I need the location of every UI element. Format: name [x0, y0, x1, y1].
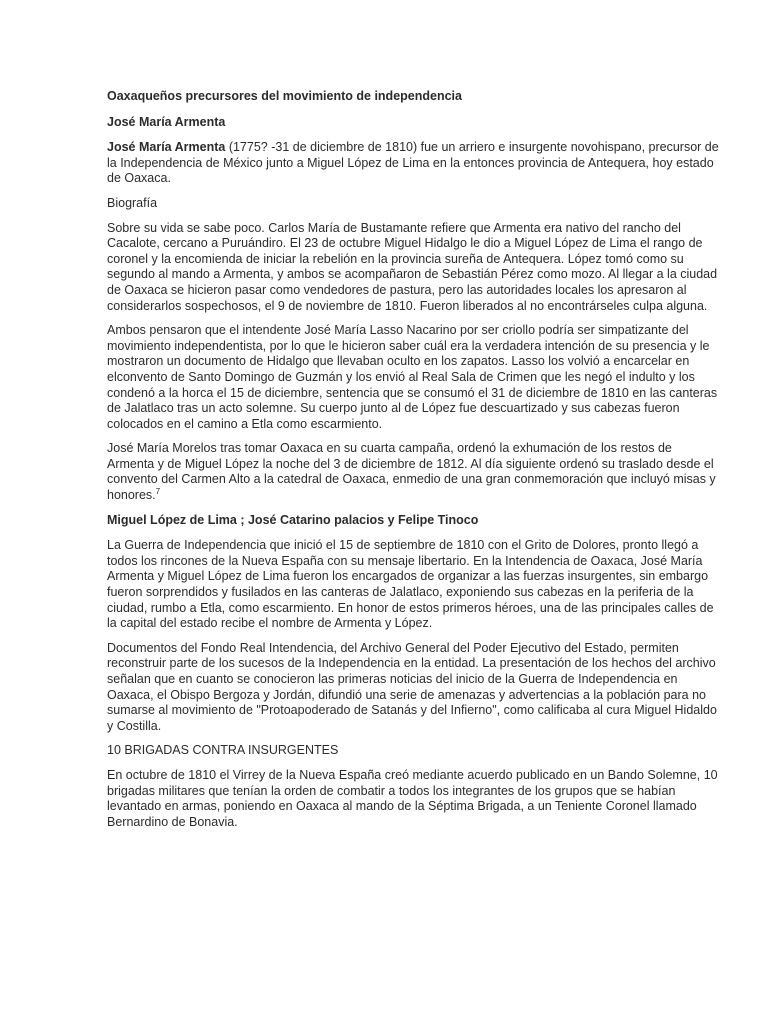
document-page — [107, 89, 721, 839]
section-heading-lopez: Miguel López de Lima ; José Catarino palacios y Felipe Tinoco — [107, 512, 479, 527]
section2-paragraph-2: Documentos del Fondo Real Intendencia, del Archivo General del Poder Ejecutivo del Estado, permiten reconstruir parte de los sucesos de la Independencia en la entidad. La presentación de los hechos del archivo señalan que en cuanto se conocieron las primeras noticias del inicio de la Guerra de Independencia en Oaxaca, el Obispo Bergoza y Jordán, difundió una serie de amenazas y advertencias a la población para no sumarse al movimiento de "Protoapoderado de Satanás y del Infierno", como calificaba al cura Miguel Hidaldo y Costilla. — [107, 640, 717, 733]
bio-paragraph-2: Ambos pensaron que el intendente José María Lasso Nacarino por ser criollo podría ser simpatizante del movimiento independentista, por lo que le hicieron saber cuál era la verdadera intención de su presencia y le mostraron un documento de Hidalgo que llevaban oculto en los zapatos. Lasso los volvió a encarcelar en elconvento de Santo Domingo de Guzmán y los envió al Real Sala de Crimen que les negó el indulto y los condenó a la horca el 15 de diciembre, sentencia que se consumó el 31 de diciembre de 1810 en las canteras de Jalatlaco tras un acto solemne. Su cuerpo junto al de López fue descuartizado y sus cabezas fueron colocados en el camino a Etla como escarmiento. — [107, 323, 718, 431]
section3-paragraph-1: En octubre de 1810 el Virrey de la Nueva España creó mediante acuerdo publicado en un Bando Solemne, 10 brigadas militares que tenían la orden de combatir a todos los integrantes de los grupos que se habían levantado en armas, poniendo en Oaxaca al mando de la Séptima Brigada, a un Teniente Coronel llamado Bernardino de Bonavia. — [107, 767, 718, 829]
section-heading-brigadas: 10 BRIGADAS CONTRA INSURGENTES — [107, 743, 339, 758]
section-heading-armenta: José María Armenta — [107, 114, 226, 129]
intro-paragraph — [107, 140, 721, 187]
bio-paragraph-3-text: José María Morelos tras tomar Oaxaca en su cuarta campaña, ordenó la exhumación de los restos de Armenta y de Miguel López la noche del 3 de diciembre de 1812. Al día siguiente ordenó su traslado desde el convento del Carmen Alto a la catedral de Oaxaca, enmedio de una gran conmemoración que incluyó misas y honores. — [107, 441, 716, 503]
biografia-label: Biografía — [107, 195, 158, 210]
bio-paragraph-1: Sobre su vida se sabe poco. Carlos María de Bustamante refiere que Armenta era nativo del rancho del Cacalote, cercano a Puruándiro. El 23 de octubre Miguel Hidalgo le dio a Miguel López de Lima el rango de coronel y la encomienda de iniciar la rebelión en la provincia sureña de Antequera. López tomó como su segundo al mando a Armenta, y ambos se acompañaron de Sebastián Pérez como mozo. Al llegar a la ciudad de Oaxaca se hicieron pasar como vendedores de pastura, pero las autoridades locales los apresaron al considerarlos sospechosos, el 9 de noviembre de 1810. Fueron liberados al no encontrárseles culpa alguna. — [107, 220, 718, 313]
section2-paragraph-1: La Guerra de Independencia que inició el 15 de septiembre de 1810 con el Grito de Dolores, pronto llegó a todos los rincones de la Nueva España con su mensaje libertario. En la Intendencia de Oaxaca, José María Armenta y Miguel López de Lima fueron los encargados de organizar a las fuerzas insurgentes, sin embargo fueron sorprendidos y fusilados en las canteras de Jalatlaco, exponiendo sus cabezas en la periferia de la ciudad, rumbo a Etla, como escarmiento. En honor de estos primeros héroes, una de las principales calles de la capital del estado recibe el nombre de Armenta y López. — [107, 538, 714, 631]
intro-name: José María Armenta — [107, 140, 226, 155]
intro-text: (1775? -31 de diciembre de 1810) fue un arriero e insurgente novohispano, precursor de la Independencia de México junto a Miguel López de Lima en la entonces provincia de Antequera, hoy estado de Oaxaca. — [107, 140, 719, 186]
bio-paragraph-3 — [107, 441, 721, 503]
document-title: Oaxaqueños precursores del movimiento de independencia — [107, 89, 462, 103]
footnote-ref[interactable]: 7 — [155, 486, 161, 496]
